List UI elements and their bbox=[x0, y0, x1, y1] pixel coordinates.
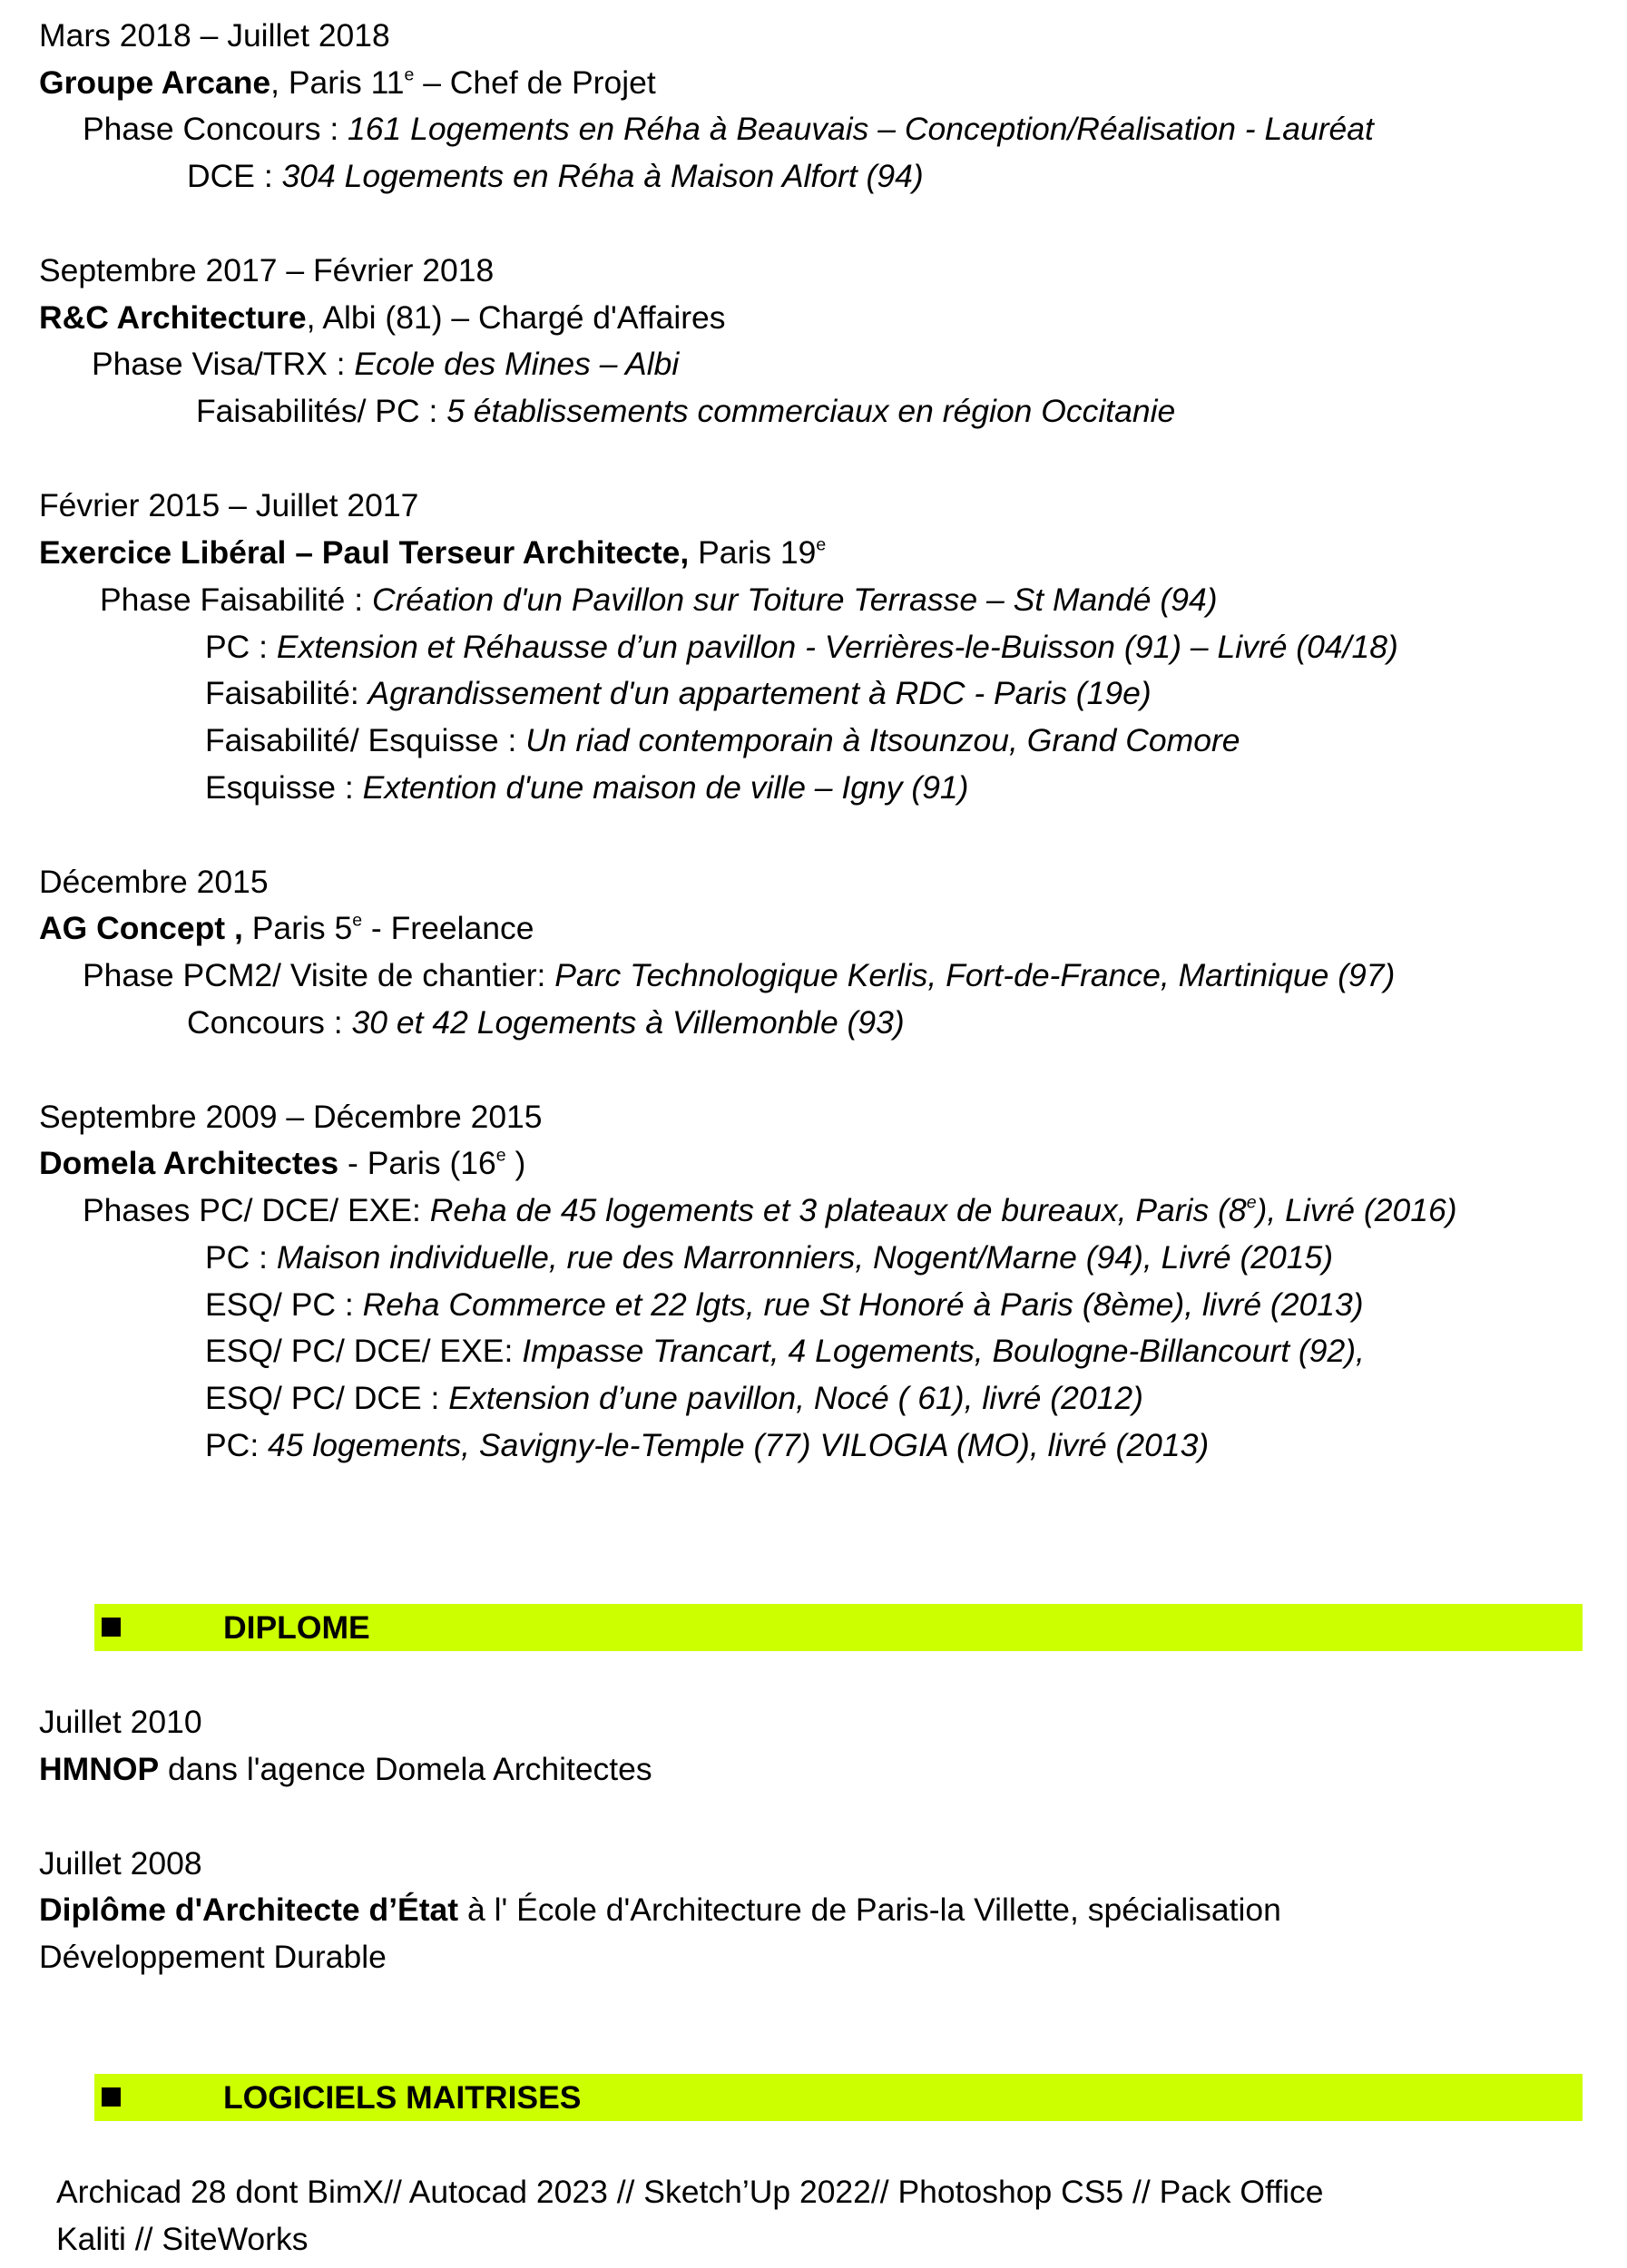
period-5: Septembre 2009 – Décembre 2015 bbox=[39, 1099, 543, 1135]
company-name: R&C Architecture bbox=[39, 299, 307, 336]
project-desc: Reha Commerce et 22 lgts, rue St Honoré à Paris (8ème), livré (2013) bbox=[362, 1286, 1364, 1323]
project-label: ESQ/ PC/ DCE/ EXE: bbox=[205, 1333, 523, 1369]
role: – Chargé d'Affaires bbox=[442, 299, 726, 336]
project-desc: Maison individuelle, rue des Marronniers, Nogent/Marne (94), Livré (2015) bbox=[276, 1239, 1334, 1276]
section-title: DIPLOME bbox=[223, 1609, 370, 1646]
company-name: Domela Architectes bbox=[39, 1145, 339, 1181]
project-desc: Création d'un Pavillon sur Toiture Terrasse – St Mandé (94) bbox=[371, 582, 1218, 618]
project-label: PC : bbox=[205, 629, 277, 665]
superscript: e bbox=[352, 910, 363, 931]
project-desc-end: ), Livré (2016) bbox=[1256, 1192, 1457, 1228]
project-desc: 304 Logements en Réha à Maison Alfort (94) bbox=[281, 158, 924, 194]
project-label: DCE : bbox=[187, 158, 282, 194]
project-desc: Extention d'une maison de ville – Igny (91) bbox=[362, 769, 969, 806]
project-desc: 5 établissements commerciaux en région Occitanie bbox=[446, 393, 1176, 429]
project-line bbox=[187, 152, 924, 200]
project-label: ESQ/ PC : bbox=[205, 1286, 363, 1323]
project-line bbox=[205, 1374, 1143, 1422]
project-label: Phase PCM2/ Visite de chantier: bbox=[83, 957, 555, 993]
diplome-line-2 bbox=[39, 1886, 1281, 1933]
role: - Freelance bbox=[362, 910, 534, 946]
project-desc: Un riad contemporain à Itsounzou, Grand Comore bbox=[525, 722, 1240, 758]
project-line bbox=[187, 999, 905, 1046]
superscript: e bbox=[816, 534, 827, 555]
project-line bbox=[205, 670, 1152, 717]
company-line-4 bbox=[39, 904, 534, 952]
project-desc: Reha de 45 logements et 3 plateaux de bureaux, Paris (8 bbox=[429, 1192, 1247, 1228]
diplome-title: HMNOP bbox=[39, 1751, 160, 1787]
location: , Albi (81) bbox=[306, 299, 443, 336]
project-line bbox=[205, 1234, 1333, 1281]
project-desc: Impasse Trancart, 4 Logements, Boulogne-Billancourt (92), bbox=[522, 1333, 1365, 1369]
project-label: Phases PC/ DCE/ EXE: bbox=[83, 1192, 430, 1228]
project-label: PC: bbox=[205, 1427, 269, 1463]
bullet-square-icon bbox=[102, 1618, 121, 1637]
location: Paris 5 bbox=[242, 910, 353, 946]
project-line bbox=[83, 952, 1395, 999]
project-line bbox=[205, 717, 1240, 764]
superscript: e bbox=[404, 64, 415, 85]
location-end: ) bbox=[505, 1145, 526, 1181]
project-label: Esquisse : bbox=[205, 769, 363, 806]
company-line-1 bbox=[39, 59, 656, 106]
project-line bbox=[83, 1187, 1457, 1234]
superscript: e bbox=[495, 1145, 506, 1166]
project-desc: 161 Logements en Réha à Beauvais – Conception/Réalisation - Lauréat bbox=[348, 111, 1374, 147]
project-label: Concours : bbox=[187, 1004, 352, 1041]
project-desc: 45 logements, Savigny-le-Temple (77) VILOGIA (MO), livré (2013) bbox=[268, 1427, 1210, 1463]
project-line bbox=[83, 105, 1374, 152]
project-label: Faisabilité: bbox=[205, 675, 368, 711]
company-name: AG Concept , bbox=[39, 910, 243, 946]
period-3: Février 2015 – Juillet 2017 bbox=[39, 487, 419, 523]
project-label: ESQ/ PC/ DCE : bbox=[205, 1380, 449, 1416]
diplome-detail: à l' École d'Architecture de Paris-la Villette, spécialisation bbox=[458, 1892, 1281, 1928]
project-desc: Ecole des Mines – Albi bbox=[354, 346, 680, 382]
project-line bbox=[92, 340, 679, 387]
role: – Chef de Projet bbox=[414, 64, 656, 101]
project-line bbox=[205, 1422, 1209, 1469]
project-label: Faisabilité/ Esquisse : bbox=[205, 722, 526, 758]
diplome-detail: dans l'agence Domela Architectes bbox=[159, 1751, 652, 1787]
project-desc: 30 et 42 Logements à Villemonble (93) bbox=[351, 1004, 905, 1041]
project-line bbox=[205, 764, 969, 811]
company-name: Groupe Arcane bbox=[39, 64, 271, 101]
software-line-1: Archicad 28 dont BimX// Autocad 2023 // Sketch’Up 2022// Photoshop CS5 // Pack Office bbox=[56, 2174, 1324, 2210]
project-desc: Extension et Réhausse d’un pavillon - Verrières-le-Buisson (91) – Livré (04/18) bbox=[276, 629, 1398, 665]
project-label: Faisabilités/ PC : bbox=[196, 393, 447, 429]
diplome-date-1: Juillet 2010 bbox=[39, 1704, 202, 1740]
bullet-square-icon bbox=[102, 2087, 121, 2107]
diplome-line-1 bbox=[39, 1745, 652, 1793]
project-desc: Parc Technologique Kerlis, Fort-de-France, Martinique (97) bbox=[554, 957, 1396, 993]
project-label: Phase Concours : bbox=[83, 111, 348, 147]
period-4: Décembre 2015 bbox=[39, 864, 269, 900]
project-line bbox=[205, 623, 1398, 670]
period-1: Mars 2018 – Juillet 2018 bbox=[39, 17, 390, 54]
period-2: Septembre 2017 – Février 2018 bbox=[39, 252, 495, 288]
section-header-diplome bbox=[94, 1604, 1583, 1651]
project-label: Phase Faisabilité : bbox=[100, 582, 372, 618]
diplome-line-2b: Développement Durable bbox=[39, 1939, 387, 1975]
superscript: e bbox=[1246, 1192, 1257, 1213]
project-desc: Agrandissement d'un appartement à RDC - Paris (19e) bbox=[368, 675, 1152, 711]
project-line bbox=[196, 387, 1175, 435]
project-line bbox=[205, 1327, 1365, 1374]
software-line-2: Kaliti // SiteWorks bbox=[56, 2221, 309, 2257]
project-label: Phase Visa/TRX : bbox=[92, 346, 355, 382]
section-title: LOGICIELS MAITRISES bbox=[223, 2079, 582, 2116]
location: Paris 19 bbox=[689, 534, 817, 571]
diplome-date-2: Juillet 2008 bbox=[39, 1845, 202, 1882]
diplome-title: Diplôme d'Architecte d’État bbox=[39, 1892, 459, 1928]
project-line bbox=[100, 576, 1218, 623]
company-name: Exercice Libéral – Paul Terseur Architecte, bbox=[39, 534, 690, 571]
section-header-logiciels bbox=[94, 2074, 1583, 2121]
project-label: PC : bbox=[205, 1239, 277, 1276]
company-line-3 bbox=[39, 529, 826, 576]
company-line-5 bbox=[39, 1139, 525, 1187]
project-line bbox=[205, 1281, 1364, 1328]
location: , Paris 11 bbox=[270, 64, 405, 101]
company-line-2 bbox=[39, 294, 726, 341]
location: - Paris (16 bbox=[338, 1145, 496, 1181]
project-desc: Extension d’une pavillon, Nocé ( 61), livré (2012) bbox=[448, 1380, 1143, 1416]
